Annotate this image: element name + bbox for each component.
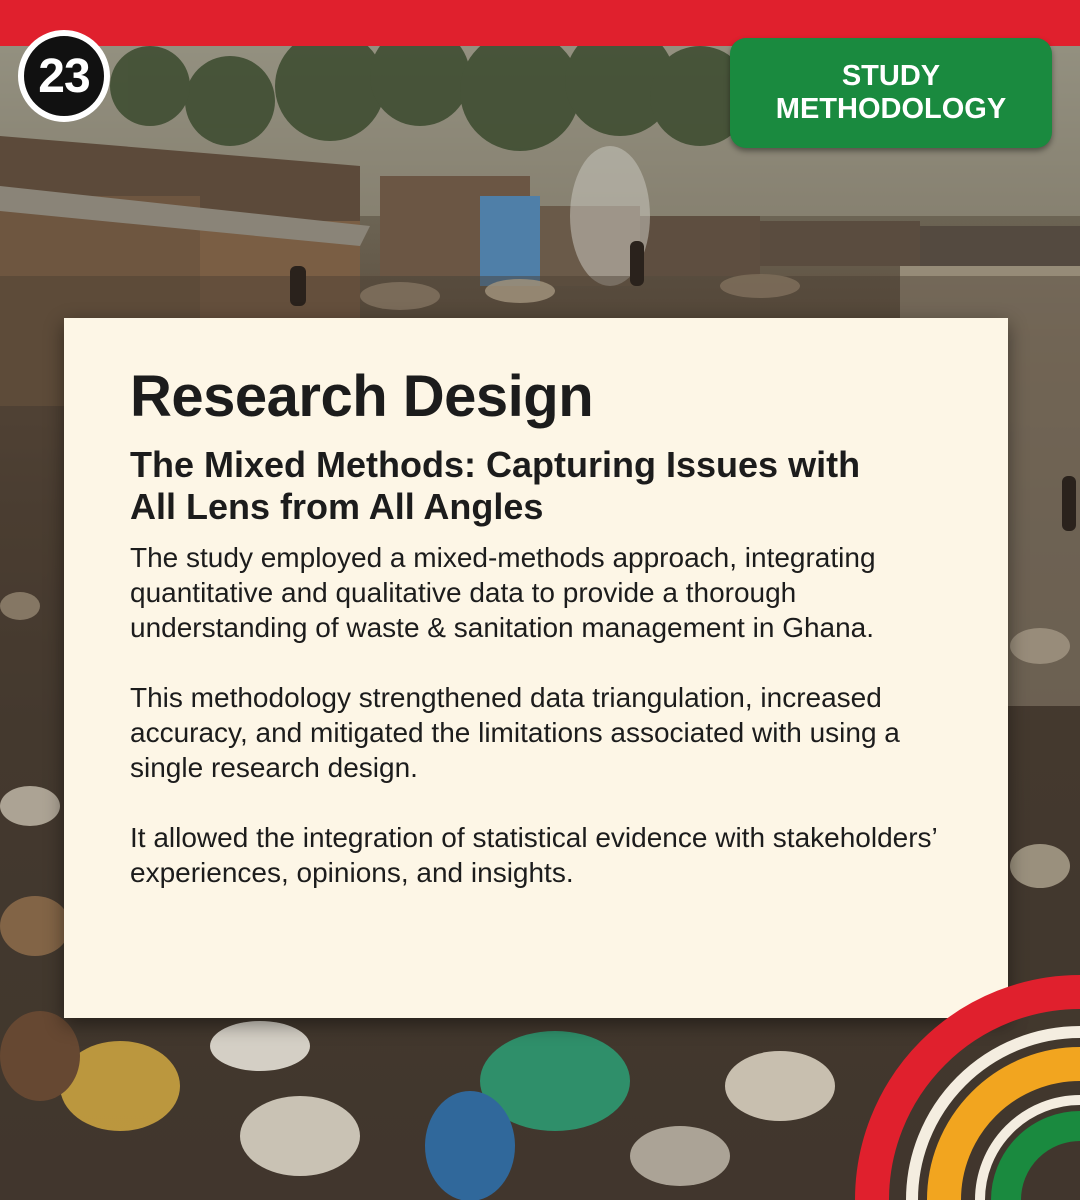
section-tag-line-1: STUDY [841, 60, 941, 92]
card-title: Research Design [130, 364, 594, 429]
paragraph-3: It allowed the integration of statistical evidence with stakeholders’ experiences, opinions, and insights. [130, 822, 937, 888]
page-number: 23 [38, 49, 90, 103]
section-tag-line-2: METHODOLOGY [775, 93, 1007, 125]
green-arc [1006, 1126, 1080, 1200]
card-subtitle: The Mixed Methods: Capturing Issues with All Lens from All Angles [130, 444, 861, 527]
paragraph-1: The study employed a mixed-methods approach, integrating quantitative and qualitative data to provide a thorough understanding of waste & sanitation management in Ghana. [130, 542, 876, 643]
paragraph-2: This methodology strengthened data triangulation, increased accuracy, and mitigated the limitations associated with using a single research design. [130, 682, 900, 783]
